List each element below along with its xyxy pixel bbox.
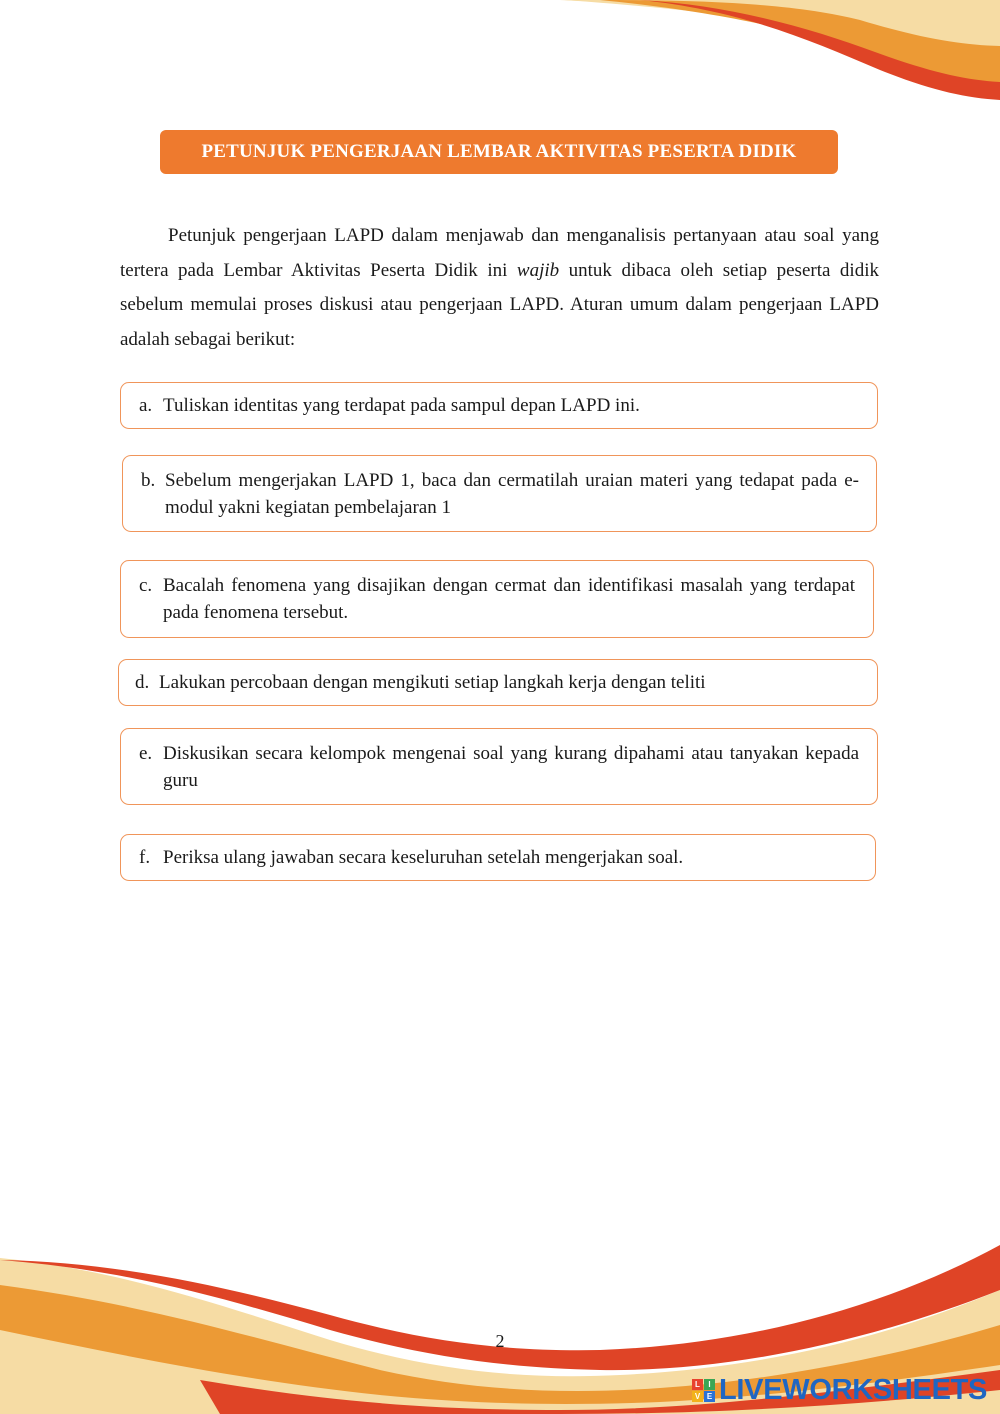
instruction-text: Bacalah fenomena yang disajikan dengan cermat dan identifikasi masalah yang terdapat pada fenomena tersebut.	[163, 575, 855, 623]
liveworksheets-mark-icon	[692, 1379, 715, 1402]
page-title: PETUNJUK PENGERJAAN LEMBAR AKTIVITAS PESERTA DIDIK	[160, 130, 838, 174]
intro-paragraph	[120, 219, 879, 357]
instruction-box-e	[120, 728, 878, 805]
instruction-box-d	[118, 659, 878, 706]
top-wave-decoration	[0, 0, 1000, 110]
instruction-letter: f.	[139, 847, 151, 868]
instruction-text: Tuliskan identitas yang terdapat pada sampul depan LAPD ini.	[163, 395, 640, 416]
instruction-letter: c.	[139, 575, 153, 596]
instruction-box-c	[120, 560, 874, 638]
liveworksheets-logo	[692, 1374, 987, 1406]
instruction-letter: a.	[139, 395, 153, 416]
intro-text-italic: wajib	[516, 259, 560, 281]
instruction-box-f	[120, 834, 876, 881]
intro-text-start: Petunjuk pengerjaan LAPD dalam menjawab dan menganalisis pertanyaan atau soal yang tertera pada Lembar Aktivitas Peserta Didik ini	[120, 225, 879, 281]
instruction-box-a	[120, 382, 878, 429]
instruction-text: Periksa ulang jawaban secara keseluruhan setelah mengerjakan soal.	[163, 847, 684, 868]
brand-mark-letter: E	[704, 1391, 715, 1402]
page-number: 2	[495, 1331, 505, 1351]
instruction-letter: d.	[135, 672, 150, 693]
brand-mark-letter: I	[704, 1379, 715, 1390]
intro-text-end: untuk dibaca oleh setiap peserta didik sebelum memulai proses diskusi atau pengerjaan LAPD. Aturan umum dalam pengerjaan LAPD adalah sebagai berikut:	[120, 259, 879, 350]
instruction-text: Sebelum mengerjakan LAPD 1, baca dan cermatilah uraian materi yang tedapat pada e-modul yakni kegiatan pembelajaran 1	[165, 469, 859, 518]
instruction-letter: e.	[139, 742, 153, 764]
liveworksheets-wordmark: LIVEWORKSHEETS	[719, 1373, 988, 1406]
instruction-text: Lakukan percobaan dengan mengikuti setiap langkah kerja dengan teliti	[159, 672, 706, 693]
brand-mark-letter: L	[692, 1379, 703, 1390]
instruction-text: Diskusikan secara kelompok mengenai soal yang kurang dipahami atau tanyakan kepada guru	[163, 742, 859, 791]
instruction-box-b	[122, 455, 877, 532]
brand-mark-letter: V	[692, 1391, 703, 1402]
instruction-letter: b.	[141, 469, 156, 491]
